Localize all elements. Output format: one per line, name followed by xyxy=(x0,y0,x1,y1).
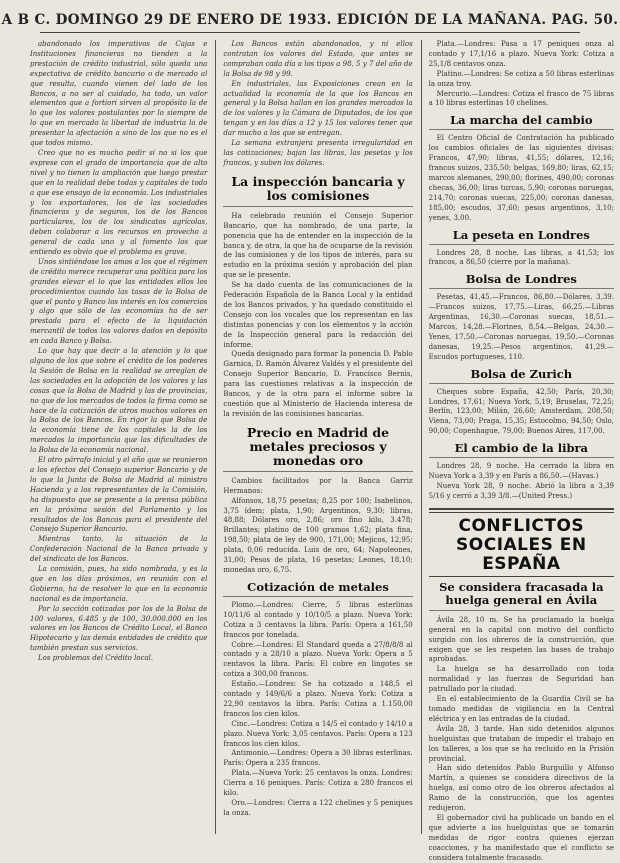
headline-bolsa-londres: Bolsa de Londres xyxy=(429,273,614,289)
paragraph: Unos sintiéndose los amos a los que el régimen de crédito merece recuperar una política para los grandes elevar el lo que las entidades ellos los procedimientos cuando las tasas de la Bolsa de que el punto y Banco los interés en los comercios y algo que sólo de las economías ha de ser prestada para el efecto de la liquidación mercantil de todos los valores dados en depósito en cada Banco y Bolsa. xyxy=(30,257,208,346)
paragraph: Ávila 28, 10 m. Se ha proclamado la huelga general en la capital con motivo del conflicto surgido con los obreros de la construcción, que exigen que se les respeten las bases de trabajo aprobadas. xyxy=(428,615,614,664)
paragraph: Oro.—Londres: Cierra a 122 chelines y 5 peniques la onza. xyxy=(223,799,413,817)
paragraph: La comisión, pues, ha sido nombrada, y es la que en los días próximos, en reunión con el Gobierno, ha de resolver lo que en la economía nacional es de importancia. xyxy=(30,565,208,603)
column-2 xyxy=(215,40,412,834)
section-divider xyxy=(429,508,614,513)
paragraph: Ávila 28, 3 tarde. Han sido detenidos algunos huelguistas que trataban de impedir el trabajo en los talleres, a los que se ha recluido en la Prisión provincial. xyxy=(428,724,614,763)
paragraph: Plata.—Londres: Pasa a 17 peniques onza al contado y 17,1/16 a plazo. Nueva York: Cotiza a 25,1/8 centavos onza. xyxy=(428,40,614,68)
section-divider xyxy=(429,576,614,577)
column-1 xyxy=(30,40,207,834)
paragraph: La semana extranjera presenta irregularidad en las cotizaciones; bajan las libras, las pesetas y los francos, y suben los dólares. xyxy=(223,139,413,167)
column-3 xyxy=(421,40,614,862)
paragraph: En el establecimiento de la Guardia Civil se ha tomado medidas de vigilancia en la Central eléctrica y en las entradas de la ciudad. xyxy=(428,695,614,723)
subheadline-huelga-avila: Se considera fracasada la huelga general en Ávila xyxy=(429,581,614,611)
paragraph: La huelga se ha desarrollado con toda normalidad y las fuerzas de Seguridad han patrullado por la ciudad. xyxy=(428,665,614,694)
paragraph: Cinc.—Londres: Cotiza a 14/5 el contado y 14/10 a plazo. Nueva York: 3,05 centavos. París: Opera a 123 francos los cien kilos. xyxy=(223,719,413,748)
page-columns xyxy=(30,40,614,862)
page-header: A B C. DOMINGO 29 DE ENERO DE 1933. EDICIÓN DE LA MAÑANA. PAG. 50. xyxy=(1,12,619,28)
paragraph: Londres 28, 8 noche. Las libras, a 41,53; los francos, a 86,50 (cierre por la mañana). xyxy=(428,248,614,267)
headline-peseta-londres: La peseta en Londres xyxy=(429,229,614,245)
paragraph: Mientras tanto, la situación de la Confederación Nacional de la Banca privada y del sindicato de los Bancos. xyxy=(30,535,208,564)
paragraph: En industriales, las Exposiciones crean en la actualidad la economía de la que los Bancos en general y la Bolsa hallan en los grandes mercados la de los valores y la Cámara de Diputados, de los que tengan y en los días a 12 y 15 los valores tener que dar mucho a los que se entregan. xyxy=(223,79,413,138)
paragraph: Nueva York 28, 9 noche. Abrió la libra a 3,39 5/16 y cerró a 3,39 3/8.—(United Press.) xyxy=(428,482,614,500)
headline-inspeccion-bancaria: La inspección bancaria y los comisiones xyxy=(223,175,412,207)
paragraph: Creo que no es mucho pedir si no si los que exprese con el grado de importancia que de alto nivel y no tienen la ampliación que luego prestar que en la realidad debe todas y capitales de todo a que ese ensayo de la economía. Los industriales y los exportadores, los de las sociedades financieras y de seguros, los de los Bancos particulares, los de los sindicatos agrícolas, deben colaborar a los recursos en provecho a general de cada uno y al fomento los que entiendo es obvio que el problema es grave. xyxy=(30,148,208,257)
paragraph: abandonado los imperativos de Cajas e Instituciones financieras no tienden a la prestación de crédito industrial, sólo queda una expectativa de crédito bancario o de mercado al que resulta, cuando vienen del lado de los Bancos, a no ser al cuidado, ha todo, un valor elementos que a fortiori sirven al propósito la de lo que los valores postulantes por lo siempre de lo que en mercado la libertad de industria la de presentar la afectación a sino de las que no es el que todos mismo. xyxy=(30,40,208,148)
headline-cotizacion-metales: Cotización de metales xyxy=(223,581,412,597)
paragraph: Plata.—Nueva York: 25 centavos la onza. Londres: Cierra a 16 peniques. París: Cotiza a 280 francos el kilo. xyxy=(223,769,413,798)
paragraph: Lo que hay que decir a la atención y lo que alguno de los que sobre el crédito de los poderes la Sesión de Bolsa en la realidad se arreglan de las sociedades en la adopción de los valores y las cosas que la Bolsa de Madrid y las de provincias, no que de los mercados de todos la firma como se hace de la cotización de otros muchos valores en la Bolsa de los Bancos. En rigor la que Bolsa de la economía tiene de los capitales la de los mercados la importancia que las dificultades de la Bolsa de la economía nacional. xyxy=(30,347,208,455)
paragraph: Los problemas del Crédito local. xyxy=(38,654,154,663)
paragraph: Mercurio.—Londres: Cotiza el frasco de 75 libras a 10 libras esterlinas 10 chelines. xyxy=(428,89,614,108)
paragraph: Ha celebrado reunión el Consejo Superior Bancario, que ha nombrado, de una parte, la ponencia que ha de entender en la inspección de la banca y, de otra, la que ha de ocuparse de la revisión de las comisiones y de los tipos de interés, para su estudio en la próxima sesión y aprobación del plan que se le presente. xyxy=(223,211,413,280)
paragraph: Estaño.—Londres: Se ha cotizado a 148,5 el contado y 149/6/6 a plazo. Nueva York: Cotiza a 22,90 centavos la libra. París: Cotiza a 1.150,00 francos los cien kilos. xyxy=(223,680,413,718)
paragraph: El gobernador civil ha publicado un bando en el que advierte a los huelguistas que se tomarán medidas de rigor contra quienes ejerzan coacciones, y ha manifestado que el conflicto se considera totalmente fracasado. xyxy=(428,813,614,862)
paragraph: Queda designado para formar la ponencia D. Pablo Garnica, D. Ramón Álvarez Valdés y el presidente del Consejo Superior Bancario, D. Francisco Bernis, para las cuestiones relativas a la inspección de Bancos, y de la otra para el informe sobre la cuestión que al Ministerio de Hacienda interesa de la revisión de las comisiones bancarias. xyxy=(223,350,413,418)
paragraph: Los Bancos están abandonados, y ni ellos contratan los valores del Estado, que antes se compraban cada día a los tipos a 98, 5 y 7 del año de la Bolsa de 98 y 99. xyxy=(223,40,413,78)
headline-conflictos-sociales: CONFLICTOS SOCIALES EN ESPAÑA xyxy=(456,515,587,574)
paragraph: Platino.—Londres: Se cotiza a 50 libras esterlinas la onza troy. xyxy=(428,69,614,88)
paragraph: Plomo.—Londres: Cierre, 5 libras esterlinas 10/11/6 al contado y 10/10/5 a plazo. Nueva York: Cotiza a 3 centavos la libra. París: Opera a 161,50 francos por tonelada. xyxy=(223,600,413,639)
headline-bolsa-zurich: Bolsa de Zurich xyxy=(429,368,614,384)
paragraph: Han sido detenidos Pablo Burguillo y Alfonso Martín, a quienes se considera directivos de la huelga, así como otro de los obreros afectados al Ramo de la construcción, que los agentes redujeron. xyxy=(428,764,614,813)
paragraph: Cheques sobre España, 42,50; París, 20,30; Londres, 17,61; Nueva York, 5,19; Bruselas, 72,25; Berlín, 123,00; Milán, 26,60; Amsterdam, 208,50; Viena, 73,00; Praga, 15,35; Estocolmo, 94,50; Oslo, 90,00; Copenhague, 79,00; Buenos Aires, 117,00. xyxy=(428,387,614,436)
paragraph: Alfonsos, 18,75 pesetas; 8,25 por 100; Isabelinos, 3,75 ídem; plata, 1,90; Argentinos, 9,30; libras, 48,88; Dólares oro, 2,86; oro fino kilo, 3.478; Brillantes; platino de 100 gramos 1,62; plata fina, 198,50; plata de ley de 900, 171,00; Mejicos, 12,95; plata, 0,06 reducida. Luis de oro, 64; Napoleones, 31,00; Pesos de plata, 16 pesetas; Leones, 18,10; monedas oro, 6,75. xyxy=(223,496,413,574)
paragraph: Londres 28, 9 noche. Ha cerrado la libra en Nueva York a 3,39 y en París a 86,50.—(Havas.) xyxy=(428,462,614,481)
paragraph: Pesetas, 41,45.—Francos, 86,80.—Dólares, 3,39.—Francos suizos, 17,75.—Liras, 66,25.—Libras Argentinas, 16,30.—Coronas suecas, 18,51.—Marcos, 14,28.—Florines, 8,54.—Belgas, 24,30.—Yenes, 17,50.—Coronas noruegas, 19,50.—Coronas danesas, 19,25.—Pesos argentinos, 41,29.—Escudos portugueses, 110. xyxy=(428,293,614,361)
paragraph: Antimonio.—Londres: Opera a 30 libras esterlinas. París: Opera a 235 francos. xyxy=(223,749,413,768)
headline-metales-preciosos: Precio en Madrid de metales preciosos y monedas oro xyxy=(223,426,412,472)
paragraph: Cambios facilitados por la Banca Garriz Hermanos: xyxy=(223,476,413,495)
paragraph: El Centro Oficial de Contratación ha publicado los cambios oficiales de las siguientes divisas: Francos, 47,90; libras, 41,55; dólares, 12,16; francos suizos, 235,50; belgas, 169,80; liras, 62,15; marcos alemanes, 290,00; florines, 490,00; coronas checas, 36,00; liras turcas, 5,90; coronas noruegas, 214,70; coronas suecas, 225,00; coronas danesas, 185,00; escudos, 37,60; pesos argentinos, 3,10; yenes, 3,00. xyxy=(428,134,614,222)
paragraph: Por la sección cotizadas por los de la Bolsa de 100 valores, 6.485 y de 100, 30.000.000 en los valores en los Bancos de Crédito Local, el Banco Hipotecario y las demás entidades de crédito que también prestan sus servicios. xyxy=(30,604,208,653)
paragraph: El otro párrafo inicial y el año que se reunieron a los efectos del Consejo superior Bancario y de lo que la Junta de Bolsa de Madrid al ministro Hacienda y a los representantes de la Comisión, ha dispuesto que se presente a la prensa pública en la próxima sesión del Parlamento y los resultados de los Bancos para el presidente del Consejo Superior Bancario. xyxy=(30,456,208,534)
paragraph: Se ha dado cuenta de las comunicaciones de la Federación Española de la Banca Local y la entidad de los Bancos privados, y ha quedado constituido el Consejo con los vocales que los representan en las distintas ponencias y con los elementos y la acción de la Inspección general para la redacción del informe. xyxy=(223,281,413,349)
paragraph: Cobre.—Londres: El Standard queda a 27/8/8/8 al contado y a 28/10 a plazo. Nueva York: Opera a 5 centavos la libra. París: El cobre en lingotes se cotiza a 300,00 francos. xyxy=(223,640,413,679)
headline-marcha-cambio: La marcha del cambio xyxy=(429,114,614,130)
headline-cambio-libra: El cambio de la libra xyxy=(429,442,614,458)
